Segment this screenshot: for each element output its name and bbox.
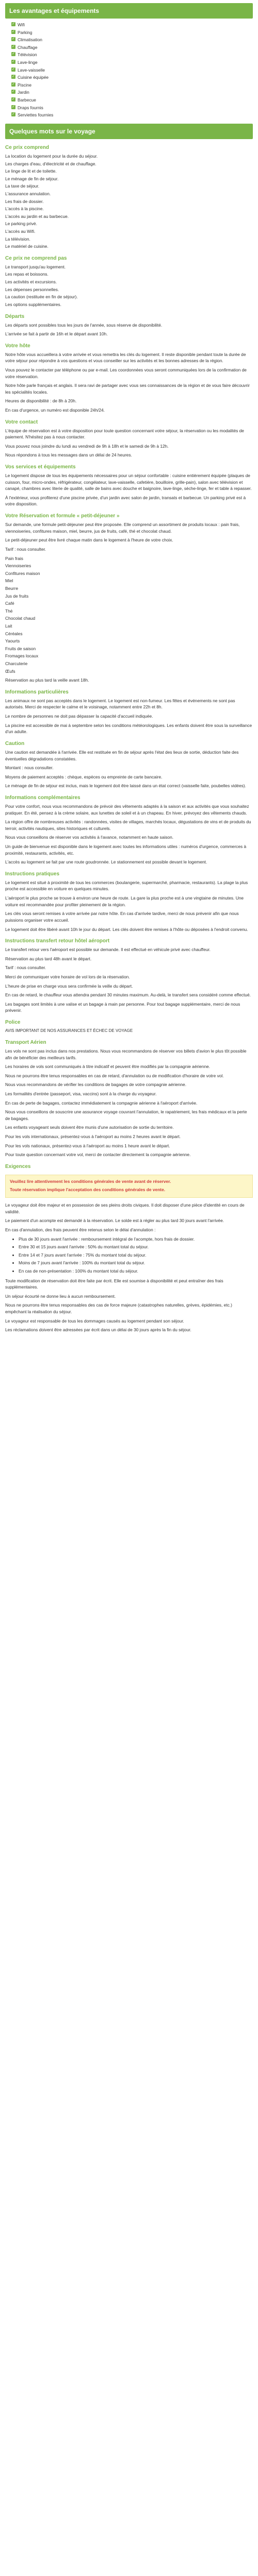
- paragraph: Le logement doit être libéré avant 10h le jour du départ. Les clés doivent être remises à l'hôte ou déposées à l'endroit convenu.: [5, 926, 248, 932]
- paragraph: En cas de perte de bagages, contactez immédiatement la compagnie aérienne à l'aéroport d'arrivée.: [5, 1100, 198, 1106]
- list-item: Fruits de saison: [5, 646, 36, 651]
- list-item: Beurre: [5, 585, 19, 591]
- paragraph: Tarif : nous consulter.: [5, 965, 46, 971]
- paragraph: Nous ne pourrons être tenus responsables des cas de force majeure (catastrophes naturelles, grèves, épidémies, etc.) empêchant la réalisation du séjour.: [5, 1302, 232, 1315]
- check-icon: ✓: [12, 37, 15, 41]
- transfer-title: Instructions transfert retour hôtel aéroport: [5, 938, 110, 944]
- check-icon: ✓: [12, 90, 15, 94]
- list-item: • Entre 30 et 15 jours avant l'arrivée : 50% du montant total du séjour.: [19, 1244, 253, 1250]
- advantage-item: ✓ Parking: [12, 29, 33, 35]
- paragraph: Nous vous recommandons de vérifier les conditions de bagages de votre compagnie aérienne.: [5, 1082, 187, 1088]
- list-item: • Plus de 30 jours avant l'arrivée : remboursement intégral de l'acompte, hors frais de dossier.: [19, 1236, 253, 1243]
- paragraph: Le voyageur doit être majeur et en possession de ses pleins droits civiques. Il doit disposer d'une pièce d'identité en cours de validité.: [5, 1202, 245, 1214]
- text-line: L'accès au Wifi.: [5, 229, 36, 234]
- paragraph: L'heure de prise en charge vous sera confirmée la veille du départ.: [5, 983, 133, 989]
- paragraph: Montant : nous consulter.: [5, 765, 54, 771]
- paragraph: Toute modification de réservation doit être faite par écrit. Elle est soumise à disponibilité et peut entraîner des frais supplémentaires.: [5, 1278, 223, 1290]
- list-item: Viennoiseries: [5, 563, 31, 569]
- paragraph: Vous pouvez le contacter par téléphone ou par e-mail. Les coordonnées vous seront communiquées lors de la confirmation de votre réservation.: [5, 367, 247, 379]
- list-item: Céréales: [5, 631, 23, 636]
- paragraph: Le logement est situé à proximité de tous les commerces (boulangerie, supermarché, pharmacie, restaurants). La plage la plus proche est accessible en voiture en quelques minutes.: [5, 879, 248, 892]
- text-line: Le linge de lit et de toilette.: [5, 168, 57, 174]
- text-line: L'assurance annulation.: [5, 191, 51, 196]
- paragraph: Le paiement d'un acompte est demandé à la réservation. Le solde est à régler au plus tard 30 jours avant l'arrivée.: [5, 1218, 224, 1224]
- breakfast-list: [5, 555, 253, 675]
- check-icon: ✓: [12, 112, 15, 116]
- price-includes: [5, 153, 253, 250]
- list-item: Thé: [5, 608, 13, 614]
- list-item: Confitures maison: [5, 570, 40, 576]
- advantage-item: ✓ Télévision: [12, 52, 37, 58]
- paragraph: Pour les vols internationaux, présentez-vous à l'aéroport au moins 2 heures avant le départ.: [5, 1134, 181, 1140]
- paragraph: Une caution est demandée à l'arrivée. Elle est restituée en fin de séjour après l'état des lieux de sortie, déduction faite des éventuelles dégradations constatées.: [5, 749, 239, 761]
- cancellation-list: [5, 1236, 253, 1275]
- paragraph: Un guide de bienvenue est disponible dans le logement avec toutes les informations utiles : numéros d'urgence, commerces à proximité, restaurants, activités, etc.: [5, 844, 247, 856]
- requirements-title: Exigences: [5, 1163, 31, 1170]
- paragraph: Le voyageur est responsable de tous les dommages causés au logement pendant son séjour.: [5, 1318, 184, 1324]
- list-item: Yaourts: [5, 638, 20, 644]
- text-line: L'accès au jardin et au barbecue.: [5, 213, 69, 219]
- air-transport-title: Transport Aérien: [5, 1039, 46, 1045]
- check-icon: ✓: [12, 60, 15, 64]
- paragraph: Vous pouvez nous joindre du lundi au vendredi de 9h à 18h et le samedi de 9h à 12h.: [5, 443, 169, 449]
- advantage-item: ✓ Serviettes fournies: [12, 112, 54, 118]
- paragraph: La région offre de nombreuses activités : randonnées, visites de villages, marchés locaux, dégustations de vins et de produits du terroir, activités nautiques, sites historiques et culturels.: [5, 819, 251, 831]
- breakfast-title: Votre Réservation et formule « petit-déjeuner »: [5, 513, 120, 519]
- paragraph: Les animaux ne sont pas acceptés dans le logement. Le logement est non-fumeur. Les fêtes et événements ne sont pas autorisés. Merci de respecter le calme et le voisinage, notamment entre 22h et 8h.: [5, 698, 235, 710]
- complementary-info-title: Informations complémentaires: [5, 794, 80, 801]
- list-item: Lait: [5, 623, 12, 629]
- list-item: Jus de fruits: [5, 593, 29, 599]
- advantages-heading: Les avantages et équipements: [5, 3, 253, 19]
- host-title: Votre hôte: [5, 343, 30, 349]
- paragraph: L'accès au logement se fait par une route goudronnée. Le stationnement est possible devant le logement.: [5, 859, 207, 865]
- paragraph: Pour toute question concernant votre vol, merci de contacter directement la compagnie aérienne.: [5, 1152, 191, 1158]
- text-line: Le ménage de fin de séjour.: [5, 176, 59, 181]
- practical-instructions-title: Instructions pratiques: [5, 871, 60, 877]
- notice-text: Toute réservation implique l'acceptation des conditions générales de vente.: [10, 1187, 166, 1192]
- advantage-item: ✓ Chauffage: [12, 44, 38, 50]
- paragraph: Les enfants voyageant seuls doivent être munis d'une autorisation de sortie du territoire.: [5, 1125, 174, 1130]
- paragraph: Notre hôte vous accueillera à votre arrivée et vous remettra les clés du logement. Il reste disponible pendant toute la durée de votre séjour pour répondre à vos questions et vous conseiller sur les activités et les bonnes adresses de la région.: [5, 351, 246, 364]
- list-item: • Entre 14 et 7 jours avant l'arrivée : 75% du montant total du séjour.: [19, 1252, 253, 1259]
- paragraph: Réservation au plus tard la veille avant 18h.: [5, 677, 89, 683]
- list-item: Œufs: [5, 668, 15, 674]
- price-excludes: [5, 264, 253, 308]
- text-line: Les options supplémentaires.: [5, 301, 61, 307]
- advantage-item: ✓ Wifi: [12, 22, 25, 27]
- advantage-item: ✓ Cuisine équipée: [12, 75, 49, 80]
- text-line: L'arrivée se fait à partir de 16h et le départ avant 10h.: [5, 331, 108, 337]
- paragraph: Nous vous conseillons de réserver vos activités à l'avance, notamment en haute saison.: [5, 835, 174, 840]
- paragraph: Pour votre confort, nous vous recommandons de prévoir des vêtements adaptés à la saison et aux activités que vous souhaitez pratiquer. En été, pensez à la crème solaire, aux lunettes de soleil et à un chapeau. En hiver, prévoyez des vêtements chauds.: [5, 803, 249, 816]
- advantage-item: ✓ Piscine: [12, 82, 31, 88]
- paragraph: Un séjour écourté ne donne lieu à aucun remboursement.: [5, 1293, 116, 1299]
- list-item: Pain frais: [5, 555, 23, 561]
- text-line: Les charges d'eau, d'électricité et de chauffage.: [5, 161, 96, 166]
- check-icon: ✓: [12, 44, 15, 48]
- text-line: Les repas et boissons.: [5, 272, 49, 277]
- text-line: La location du logement pour la durée du séjour.: [5, 153, 98, 159]
- advantage-item: ✓ Draps fournis: [12, 105, 43, 110]
- paragraph: Les formalités d'entrée (passeport, visa, vaccins) sont à la charge du voyageur.: [5, 1091, 157, 1097]
- paragraph: Les clés vous seront remises à votre arrivée par notre hôte. En cas d'arrivée tardive, merci de nous prévenir afin que nous puissions organiser votre accueil.: [5, 911, 239, 923]
- text-line: Le transport jusqu'au logement.: [5, 264, 66, 269]
- check-icon: ✓: [12, 29, 15, 33]
- paragraph: Heures de disponibilité : de 8h à 20h.: [5, 398, 77, 404]
- advantage-item: ✓ Barbecue: [12, 97, 36, 103]
- paragraph: Nous ne pourrons être tenus responsables en cas de retard, d'annulation ou de modification d'horaire de votre vol.: [5, 1073, 224, 1078]
- text-line: Les dépenses personnelles.: [5, 286, 59, 292]
- list-item: • Moins de 7 jours avant l'arrivée : 100% du montant total du séjour.: [19, 1260, 253, 1266]
- paragraph: Notre hôte parle français et anglais. Il sera ravi de partager avec vous ses connaissances de la région et de vous faire découvrir les spécialités locales.: [5, 383, 250, 395]
- paragraph: Moyens de paiement acceptés : chèque, espèces ou empreinte de carte bancaire.: [5, 774, 163, 779]
- paragraph: Les réclamations doivent être adressées par écrit dans un délai de 30 jours après la fin du séjour.: [5, 1327, 191, 1333]
- paragraph: Sur demande, une formule petit-déjeuner peut être proposée. Elle comprend un assortiment de produits locaux : pain frais, viennoiseries, confitures maison, miel, beurre, jus de fruits, café, thé et chocolat chaud.: [5, 522, 240, 534]
- practical-heading: Quelques mots sur le voyage: [5, 124, 253, 139]
- paragraph: Les bagages sont limités à une valise et un bagage à main par personne. Pour tout bagage supplémentaire, merci de nous prévenir.: [5, 1001, 240, 1013]
- text-line: Les frais de dossier.: [5, 198, 44, 204]
- advantages-list: [5, 22, 253, 118]
- paragraph: Tarif : nous consulter.: [5, 546, 46, 552]
- text-line: La caution (restituée en fin de séjour).: [5, 294, 78, 300]
- paragraph: Le ménage de fin de séjour est inclus, mais le logement doit être laissé dans un état correct (vaisselle faite, poubelles vidées).: [5, 783, 246, 789]
- page: [0, 3, 258, 1333]
- paragraph: Réservation au plus tard 48h avant le départ.: [5, 956, 92, 961]
- paragraph: En cas de retard, le chauffeur vous attendra pendant 30 minutes maximum. Au-delà, le transfert sera considéré comme effectué.: [5, 992, 251, 998]
- paragraph: Les vols ne sont pas inclus dans nos prestations. Nous vous recommandons de réserver vos billets d'avion le plus tôt possible afin de bénéficier des meilleurs tarifs.: [5, 1048, 247, 1060]
- text-line: Le parking privé.: [5, 221, 37, 227]
- list-item: Fromages locaux: [5, 653, 39, 659]
- list-item: Miel: [5, 578, 13, 584]
- paragraph: À l'extérieur, vous profiterez d'une piscine privée, d'un jardin avec salon de jardin, transats et barbecue. Un parking privé est à votre disposition.: [5, 495, 246, 507]
- advantage-item: ✓ Jardin: [12, 90, 29, 95]
- text-line: La taxe de séjour.: [5, 183, 40, 189]
- advantage-item: ✓ Climatisation: [12, 37, 42, 43]
- list-item: Chocolat chaud: [5, 616, 36, 621]
- paragraph: En cas d'annulation, des frais peuvent être retenus selon le délai d'annulation :: [5, 1227, 156, 1232]
- departures-title: Départs: [5, 313, 25, 319]
- text-line: La télévision.: [5, 236, 30, 242]
- paragraph: Le logement dispose de tous les équipements nécessaires pour un séjour confortable : cuisine entièrement équipée (plaques de cuisson, four, micro-ondes, réfrigérateur, congélateur, lave-vaisselle, cafetière, bouilloire, grille-pain), salon avec télévision et canapé, chambres avec literie de qualité, salle de bains avec douche et baignoire, lave-linge, sèche-linge, fer et table à repasser.: [5, 473, 252, 492]
- check-icon: ✓: [12, 22, 15, 26]
- check-icon: ✓: [12, 75, 15, 79]
- check-icon: ✓: [12, 105, 15, 109]
- special-info-title: Informations particulières: [5, 689, 69, 695]
- advantage-item: ✓ Lave-linge: [12, 60, 38, 65]
- text-line: L'accès à la piscine.: [5, 206, 44, 212]
- list-item: Café: [5, 601, 14, 606]
- list-item: • En cas de non-présentation : 100% du montant total du séjour.: [19, 1268, 253, 1275]
- paragraph: Pour les vols nationaux, présentez-vous à l'aéroport au moins 1 heure avant le départ.: [5, 1143, 170, 1148]
- deposit-title: Caution: [5, 740, 25, 747]
- contact-title: Votre contact: [5, 419, 38, 425]
- advantage-item: ✓ Lave-vaisselle: [12, 67, 45, 73]
- paragraph: Le nombre de personnes ne doit pas dépasser la capacité d'accueil indiquée.: [5, 714, 153, 719]
- paragraph: L'équipe de réservation est à votre disposition pour toute question concernant votre séjour, la réservation ou les modalités de paiement. N'hésitez pas à nous contacter.: [5, 428, 244, 440]
- highlight-box: [5, 1175, 253, 1198]
- paragraph: Nous vous conseillons de souscrire une assurance voyage couvrant l'annulation, le rapatriement, les frais médicaux et la perte de bagages.: [5, 1109, 247, 1121]
- paragraph: En cas d'urgence, un numéro est disponible 24h/24.: [5, 407, 105, 413]
- paragraph: Nous répondons à tous les messages dans un délai de 24 heures.: [5, 452, 132, 458]
- check-icon: ✓: [12, 82, 15, 86]
- text-line: Les activités et excursions.: [5, 279, 57, 285]
- price-includes-title: Ce prix comprend: [5, 144, 50, 150]
- paragraph: Le transfert retour vers l'aéroport est possible sur demande. Il est effectué en véhicule privé avec chauffeur.: [5, 947, 211, 953]
- paragraph: Les horaires de vols sont communiqués à titre indicatif et peuvent être modifiés par la compagnie aérienne.: [5, 1064, 211, 1070]
- text-line: Les départs sont possibles tous les jours de l'année, sous réserve de disponibilité.: [5, 322, 163, 328]
- check-icon: ✓: [12, 52, 15, 56]
- paragraph: La piscine est accessible de mai à septembre selon les conditions météorologiques. Les enfants doivent être sous la surveillance d'un adulte.: [5, 722, 252, 735]
- services-title: Vos services et équipements: [5, 464, 76, 470]
- paragraph: Le petit-déjeuner peut être livré chaque matin dans le logement à l'heure de votre choix.: [5, 537, 173, 543]
- list-item: Charcuterie: [5, 661, 28, 667]
- price-excludes-title: Ce prix ne comprend pas: [5, 255, 67, 261]
- paragraph: Merci de communiquer votre horaire de vol lors de la réservation.: [5, 974, 130, 979]
- police-title: Police: [5, 1019, 21, 1025]
- paragraph: L'aéroport le plus proche se trouve à environ une heure de route. La gare la plus proche est à une vingtaine de minutes. Une voiture est recommandée pour profiter pleinement de la région.: [5, 895, 244, 907]
- check-icon: ✓: [12, 97, 15, 101]
- paragraph: AVIS IMPORTANT DE NOS ASSURANCES ET ÉCHEC DE VOYAGE: [5, 1028, 133, 1033]
- check-icon: ✓: [12, 67, 15, 71]
- text-line: Le matériel de cuisine.: [5, 244, 49, 249]
- notice-text: Veuillez lire attentivement les conditions générales de vente avant de réserver.: [10, 1178, 171, 1184]
